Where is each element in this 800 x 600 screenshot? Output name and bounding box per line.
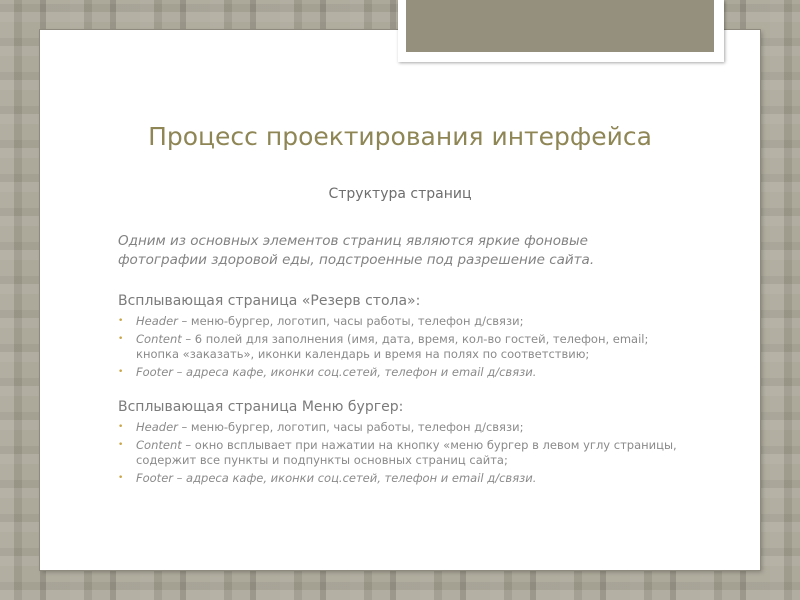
item-term: Footer bbox=[136, 365, 173, 379]
slide-content bbox=[118, 232, 678, 504]
list-item bbox=[118, 365, 678, 380]
slide-subtitle: Структура страниц bbox=[328, 186, 472, 202]
item-text: – меню-бургер, логотип, часы работы, телефон д/связи; bbox=[177, 420, 524, 434]
item-text: – окно всплывает при нажатии на кнопку «меню бургер в левом углу страницы, содержит все пункты и подпункты основных страниц сайта; bbox=[136, 438, 677, 467]
item-text: – 6 полей для заполнения (имя, дата, время, кол-во гостей, телефон, email; кнопка «заказать», иконки календарь и время на полях по соответствию; bbox=[136, 332, 649, 361]
list-item bbox=[118, 420, 678, 435]
list-item bbox=[118, 471, 678, 486]
list-item bbox=[118, 332, 678, 362]
bullet-list bbox=[118, 420, 678, 486]
bullet-icon: • bbox=[118, 316, 124, 326]
section-title: Всплывающая страница Меню бургер: bbox=[118, 399, 404, 415]
item-term: Footer bbox=[136, 471, 173, 485]
section-reserve bbox=[118, 292, 678, 380]
intro-paragraph: Одним из основных элементов страниц являются яркие фоновые фотографии здоровой еды, подстроенные под разрешение сайта. bbox=[118, 233, 595, 268]
list-item bbox=[118, 438, 678, 468]
bullet-icon: • bbox=[118, 422, 124, 432]
section-burger-menu bbox=[118, 398, 678, 486]
item-text: – адреса кафе, иконки соц.сетей, телефон и email д/связи. bbox=[173, 365, 537, 379]
list-item bbox=[118, 314, 678, 329]
slide-title: Процесс проектирования интерфейса bbox=[148, 122, 652, 151]
item-term: Content bbox=[136, 332, 182, 346]
item-term: Header bbox=[136, 420, 178, 434]
bullet-icon: • bbox=[118, 440, 124, 450]
decorative-frame bbox=[398, 0, 724, 62]
item-text: – меню-бургер, логотип, часы работы, телефон д/связи; bbox=[177, 314, 524, 328]
item-text: – адреса кафе, иконки соц.сетей, телефон и email д/связи. bbox=[173, 471, 537, 485]
decorative-block bbox=[406, 0, 714, 52]
bullet-icon: • bbox=[118, 473, 124, 483]
bullet-list bbox=[118, 314, 678, 380]
section-title: Всплывающая страница «Резерв стола»: bbox=[118, 293, 421, 309]
item-term: Header bbox=[136, 314, 178, 328]
item-term: Content bbox=[136, 438, 182, 452]
bullet-icon: • bbox=[118, 367, 124, 377]
bullet-icon: • bbox=[118, 334, 124, 344]
